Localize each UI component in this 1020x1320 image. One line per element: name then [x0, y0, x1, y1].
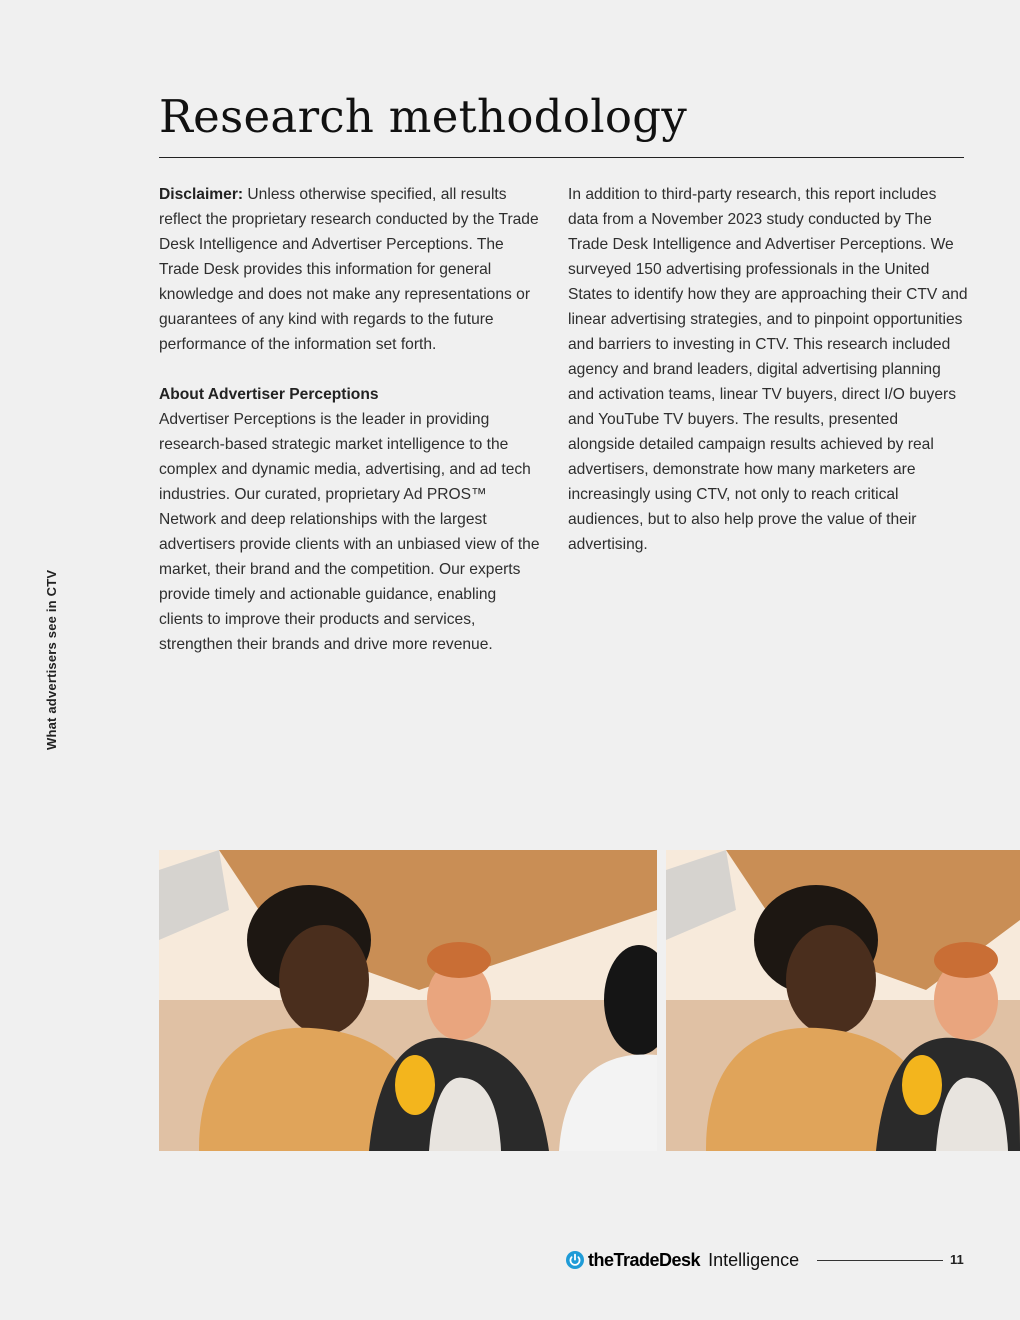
brand-name: theTradeDesk — [588, 1249, 701, 1270]
left-column — [159, 182, 543, 657]
disclaimer-label: Disclaimer: — [159, 186, 244, 203]
footer-divider — [817, 1260, 943, 1261]
page-title: Research methodology — [159, 90, 688, 143]
right-column — [568, 182, 968, 557]
brand-suffix: Intelligence — [708, 1249, 800, 1270]
people-photo-duplicate — [666, 850, 1020, 1151]
page-number: 11 — [950, 1252, 964, 1267]
disclaimer-text: Unless otherwise specified, all results reflect the proprietary research conducted by the Trade Desk Intelligence and Advertiser Perceptions. The Trade Desk provides this information for general knowledge and does not make any representations or guarantees of any kind with regards to the future performance of the information set forth. — [159, 186, 539, 353]
methodology-text: In addition to third-party research, this report includes data from a November 2023 study conducted by The Trade Desk Intelligence and Advertiser Perceptions. We surveyed 150 advertising professionals in the United States to identify how they are approaching their CTV and linear advertising strategies, and to pinpoint opportunities and barriers to investing in CTV. This research included agency and brand leaders, digital advertising planning and activation teams, linear TV buyers, direct I/O buyers and YouTube TV buyers. The results, presented alongside detailed campaign results achieved by real advertisers, demonstrate how many marketers are increasingly using CTV, not only to reach critical audiences, but to also help prove the value of their advertising. — [568, 186, 968, 553]
side-section-label: What advertisers see in CTV — [44, 569, 59, 750]
people-photo — [159, 850, 657, 1151]
trade-desk-logo — [566, 1249, 799, 1271]
disclaimer-paragraph — [159, 182, 543, 357]
people-photo-illustration — [159, 850, 657, 1151]
about-text: Advertiser Perceptions is the leader in providing research-based strategic market intelligence to the complex and dynamic media, advertising, and ad tech industries. Our curated, proprietary Ad PROS™ Network and deep relationships with the largest advertisers provide clients with an unbiased view of the market, their brand and the competition. Our experts provide timely and actionable guidance, enabling clients to improve their products and services, strengthen their brands and drive more revenue. — [159, 411, 540, 653]
people-photo-duplicate-illustration — [666, 850, 1020, 1151]
trade-desk-power-icon — [566, 1251, 584, 1269]
about-heading: About Advertiser Perceptions — [159, 386, 379, 403]
title-divider — [159, 157, 964, 158]
